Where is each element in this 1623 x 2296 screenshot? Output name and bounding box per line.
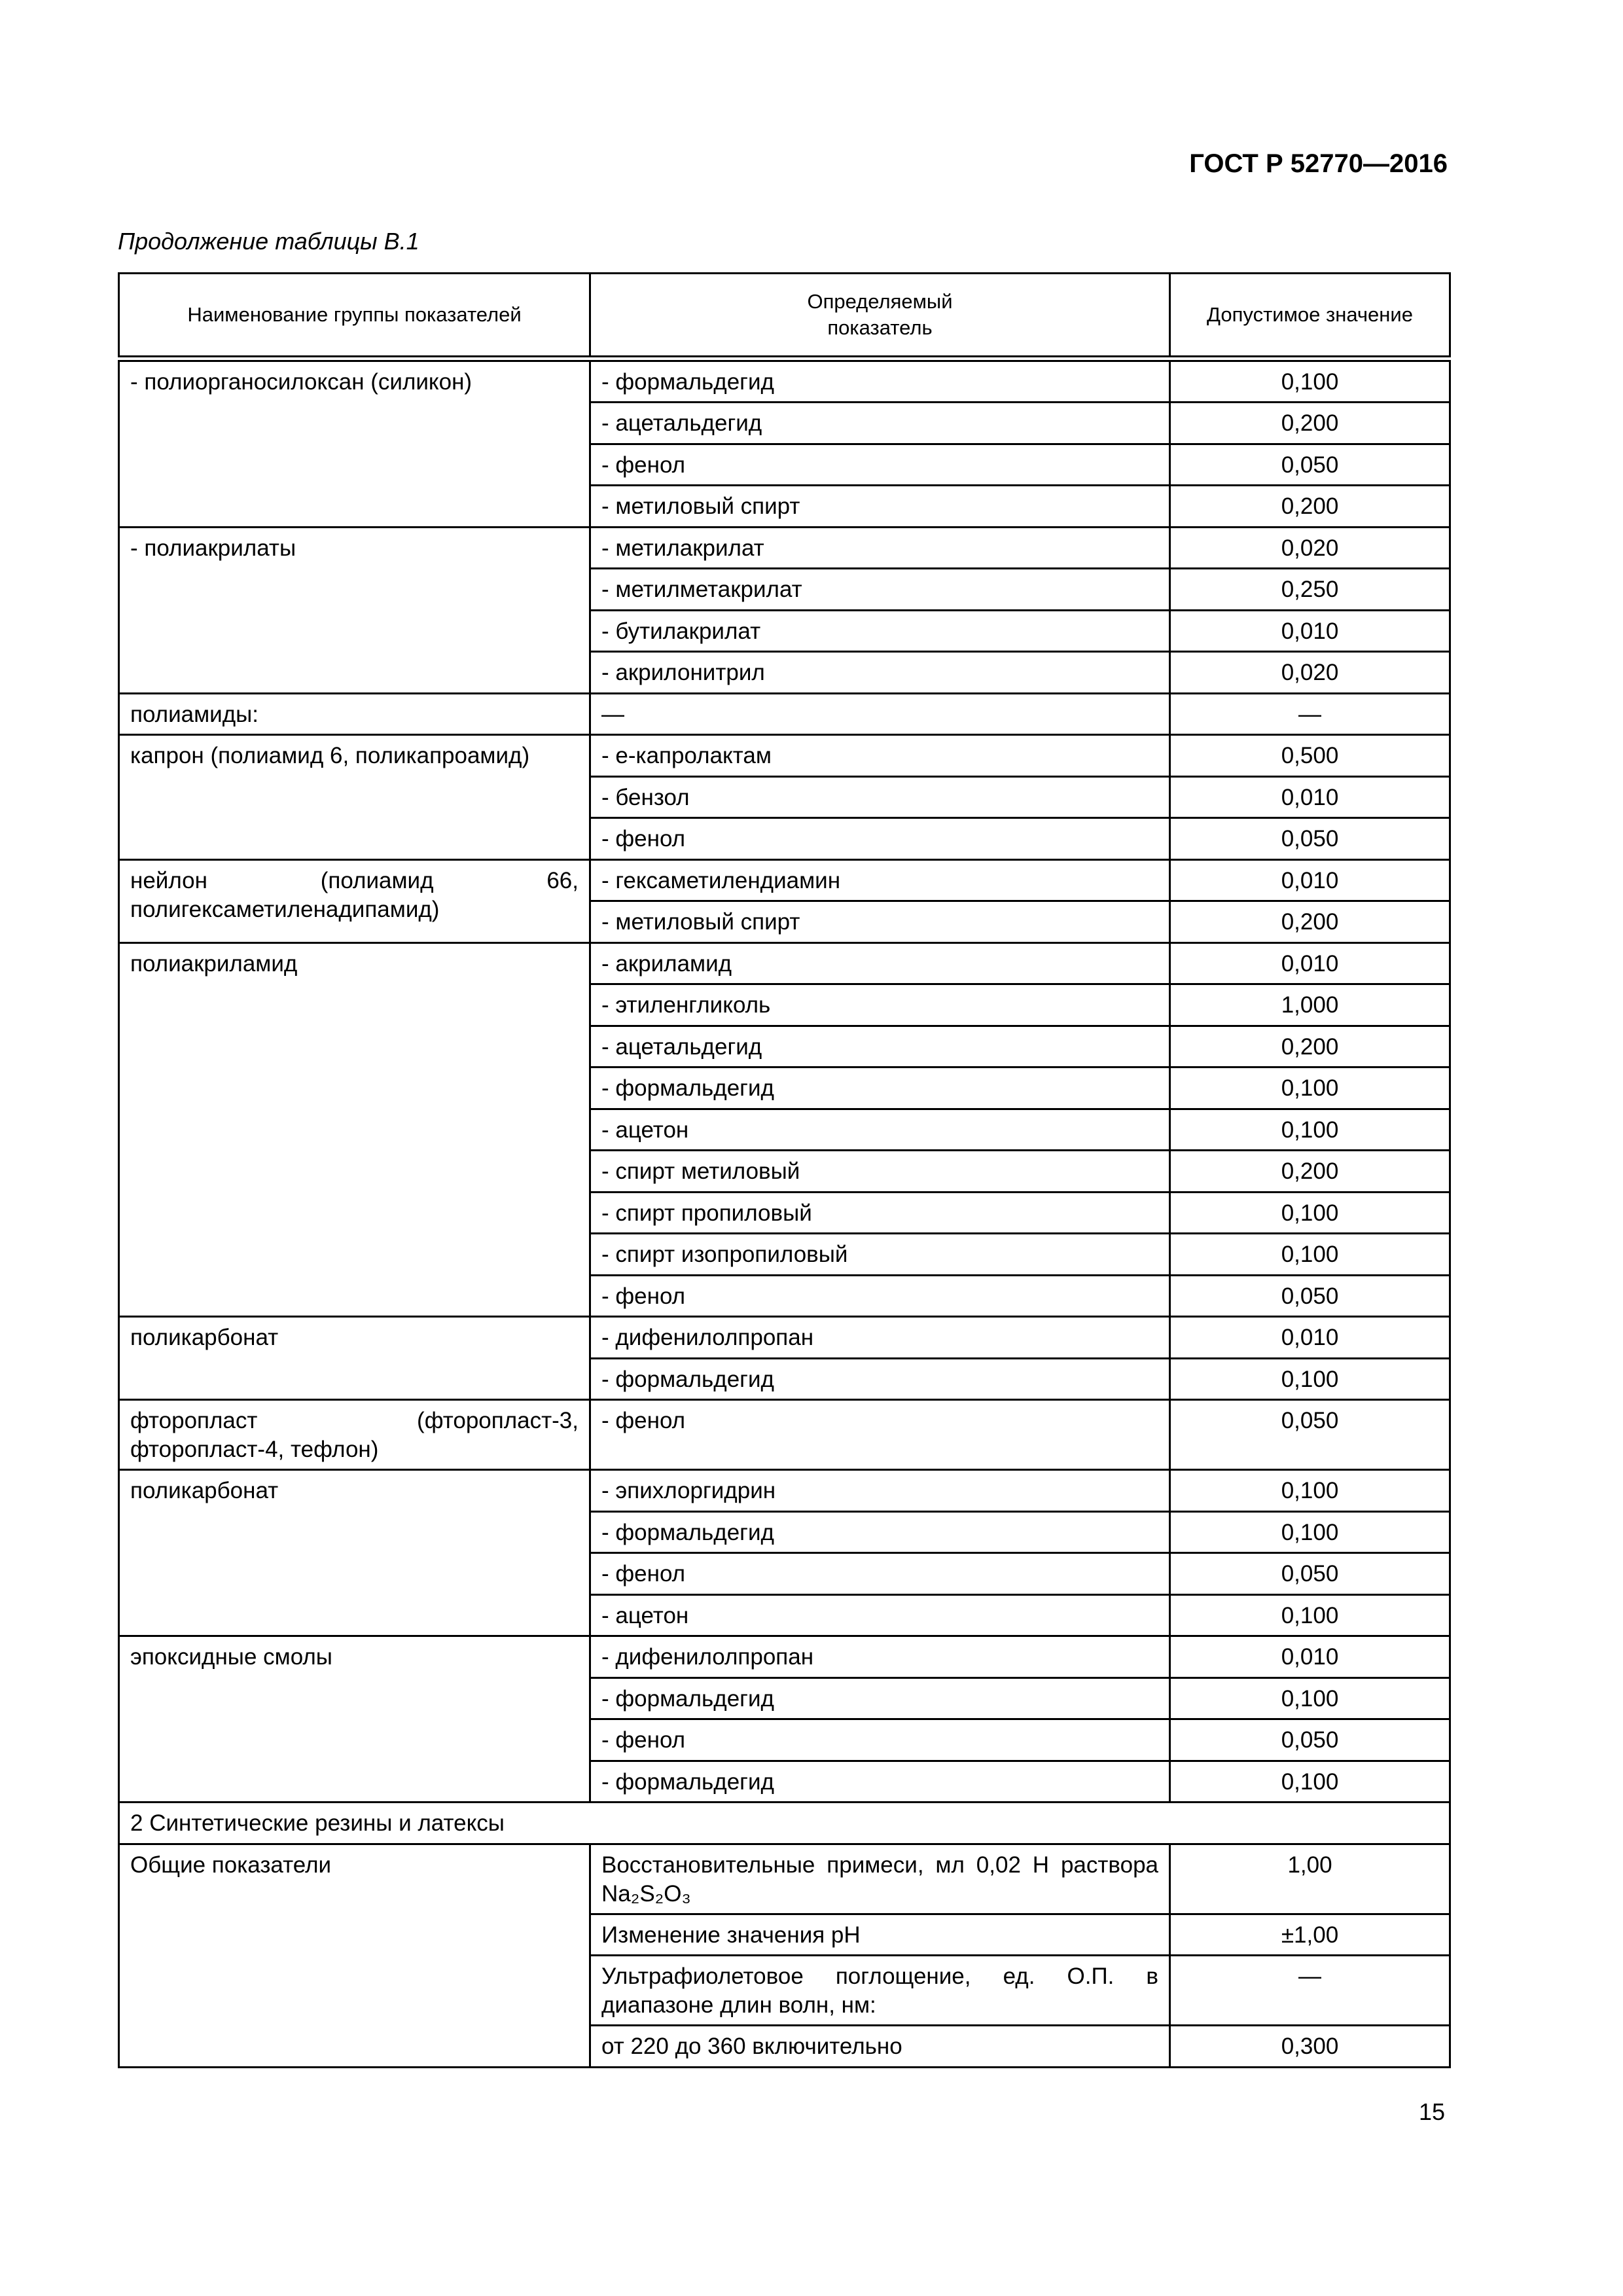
value-cell: 0,020 bbox=[1170, 527, 1450, 569]
group-name-cell: эпоксидные смолы bbox=[119, 1636, 590, 1803]
table-row bbox=[119, 735, 1450, 777]
value-cell: 0,300 bbox=[1170, 2026, 1450, 2068]
indicator-cell: - фенол bbox=[590, 818, 1170, 860]
value-cell: ±1,00 bbox=[1170, 1914, 1450, 1956]
indicator-cell: - фенол bbox=[590, 444, 1170, 486]
indicator-cell: - спирт метиловый bbox=[590, 1151, 1170, 1193]
value-cell: 0,200 bbox=[1170, 1026, 1450, 1067]
column-header-indicator bbox=[590, 274, 1170, 359]
page-number: 15 bbox=[1418, 2098, 1445, 2125]
value-cell: 0,500 bbox=[1170, 735, 1450, 777]
column-header-value: Допустимое значение bbox=[1170, 274, 1450, 359]
indicator-cell: - фенол bbox=[590, 1553, 1170, 1595]
indicator-cell: - дифенилолпропан bbox=[590, 1317, 1170, 1359]
value-cell: — bbox=[1170, 693, 1450, 735]
indicator-cell: - этиленгликоль bbox=[590, 984, 1170, 1026]
value-cell: — bbox=[1170, 1956, 1450, 2026]
table-row bbox=[119, 359, 1450, 403]
group-name-cell: поликарбонат bbox=[119, 1470, 590, 1636]
indicator-cell: - е-капролактам bbox=[590, 735, 1170, 777]
group-name-cell: - полиакрилаты bbox=[119, 527, 590, 693]
group-name-cell: полиакриламид bbox=[119, 942, 590, 1317]
table-body bbox=[119, 359, 1450, 2067]
indicator-cell: Ультрафиолетовое поглощение, ед. О.П. в диапазоне длин волн, нм: bbox=[590, 1956, 1170, 2026]
indicator-cell: - фенол bbox=[590, 1275, 1170, 1317]
value-cell: 0,200 bbox=[1170, 1151, 1450, 1193]
group-name-cell: капрон (полиамид 6, поликапроамид) bbox=[119, 735, 590, 860]
value-cell: 0,250 bbox=[1170, 569, 1450, 611]
group-name-cell: фторопласт (фторопласт-3, фторопласт-4, тефлон) bbox=[119, 1400, 590, 1470]
table-row bbox=[119, 942, 1450, 984]
indicator-cell: - формальдегид bbox=[590, 1677, 1170, 1719]
value-cell: 0,010 bbox=[1170, 942, 1450, 984]
value-cell: 0,010 bbox=[1170, 1317, 1450, 1359]
value-cell: 1,00 bbox=[1170, 1844, 1450, 1914]
group-name-cell: полиамиды: bbox=[119, 693, 590, 735]
value-cell: 1,000 bbox=[1170, 984, 1450, 1026]
value-cell: 0,050 bbox=[1170, 444, 1450, 486]
indicator-cell: Изменение значения рН bbox=[590, 1914, 1170, 1956]
value-cell: 0,020 bbox=[1170, 652, 1450, 694]
table-row bbox=[119, 1636, 1450, 1678]
indicator-cell: - акрилонитрил bbox=[590, 652, 1170, 694]
value-cell: 0,200 bbox=[1170, 403, 1450, 444]
section-row bbox=[119, 1803, 1450, 1844]
indicator-cell: - метиловый спирт bbox=[590, 486, 1170, 528]
value-cell: 0,100 bbox=[1170, 1192, 1450, 1234]
value-cell: 0,100 bbox=[1170, 1358, 1450, 1400]
value-cell: 0,100 bbox=[1170, 1470, 1450, 1512]
value-cell: 0,050 bbox=[1170, 818, 1450, 860]
indicator-cell: - акриламид bbox=[590, 942, 1170, 984]
value-cell: 0,100 bbox=[1170, 1234, 1450, 1276]
indicator-cell: - гексаметилендиамин bbox=[590, 859, 1170, 901]
table-row bbox=[119, 1400, 1450, 1470]
value-cell: 0,100 bbox=[1170, 1511, 1450, 1553]
group-name-cell: поликарбонат bbox=[119, 1317, 590, 1400]
value-cell: 0,100 bbox=[1170, 1761, 1450, 1803]
indicator-cell: Восстановительные примеси, мл 0,02 Н раствора Na₂S₂O₃ bbox=[590, 1844, 1170, 1914]
indicator-cell: - бензол bbox=[590, 776, 1170, 818]
value-cell: 0,050 bbox=[1170, 1553, 1450, 1595]
value-cell: 0,100 bbox=[1170, 1109, 1450, 1151]
indicator-cell: - метиловый спирт bbox=[590, 901, 1170, 943]
group-name-cell: - полиорганосилоксан (силикон) bbox=[119, 359, 590, 527]
indicator-cell: - бутилакрилат bbox=[590, 610, 1170, 652]
value-cell: 0,010 bbox=[1170, 1636, 1450, 1678]
indicator-cell: - формальдегид bbox=[590, 359, 1170, 403]
document-code: ГОСТ Р 52770—2016 bbox=[1189, 149, 1448, 178]
indicator-cell: - метилакрилат bbox=[590, 527, 1170, 569]
value-cell: 0,050 bbox=[1170, 1400, 1450, 1470]
value-cell: 0,050 bbox=[1170, 1719, 1450, 1761]
indicator-cell: — bbox=[590, 693, 1170, 735]
table-row bbox=[119, 1844, 1450, 1914]
table-row bbox=[119, 859, 1450, 901]
indicator-cell: - формальдегид bbox=[590, 1511, 1170, 1553]
indicator-cell: - ацетальдегид bbox=[590, 403, 1170, 444]
indicator-cell: - фенол bbox=[590, 1400, 1170, 1470]
indicator-cell: - формальдегид bbox=[590, 1761, 1170, 1803]
table-row bbox=[119, 1317, 1450, 1359]
value-cell: 0,100 bbox=[1170, 1677, 1450, 1719]
indicator-cell: - спирт изопропиловый bbox=[590, 1234, 1170, 1276]
value-cell: 0,050 bbox=[1170, 1275, 1450, 1317]
group-name-cell: Общие показатели bbox=[119, 1844, 590, 2067]
indicator-cell: - формальдегид bbox=[590, 1067, 1170, 1109]
indicator-cell: от 220 до 360 включительно bbox=[590, 2026, 1170, 2068]
value-cell: 0,100 bbox=[1170, 1594, 1450, 1636]
value-cell: 0,100 bbox=[1170, 1067, 1450, 1109]
column-header-group: Наименование группы показателей bbox=[119, 274, 590, 359]
group-name-cell: нейлон (полиамид 66, полигексаметиленадипамид) bbox=[119, 859, 590, 942]
value-cell: 0,200 bbox=[1170, 901, 1450, 943]
value-cell: 0,010 bbox=[1170, 859, 1450, 901]
value-cell: 0,010 bbox=[1170, 776, 1450, 818]
indicator-cell: - метилметакрилат bbox=[590, 569, 1170, 611]
indicator-cell: - ацетальдегид bbox=[590, 1026, 1170, 1067]
indicator-cell: - ацетон bbox=[590, 1109, 1170, 1151]
column-header-indicator-line1: Определяемый bbox=[807, 290, 953, 313]
table-row bbox=[119, 1470, 1450, 1512]
indicator-cell: - дифенилолпропан bbox=[590, 1636, 1170, 1678]
value-cell: 0,200 bbox=[1170, 486, 1450, 528]
table-row bbox=[119, 693, 1450, 735]
section-title: 2 Синтетические резины и латексы bbox=[119, 1803, 1450, 1844]
value-cell: 0,100 bbox=[1170, 359, 1450, 403]
table-row bbox=[119, 527, 1450, 569]
value-cell: 0,010 bbox=[1170, 610, 1450, 652]
indicator-cell: - эпихлоргидрин bbox=[590, 1470, 1170, 1512]
indicator-cell: - формальдегид bbox=[590, 1358, 1170, 1400]
indicator-cell: - ацетон bbox=[590, 1594, 1170, 1636]
column-header-indicator-line2: показатель bbox=[827, 316, 933, 339]
indicator-cell: - спирт пропиловый bbox=[590, 1192, 1170, 1234]
data-table bbox=[118, 272, 1451, 2068]
table-caption: Продолжение таблицы В.1 bbox=[118, 228, 419, 255]
indicator-cell: - фенол bbox=[590, 1719, 1170, 1761]
